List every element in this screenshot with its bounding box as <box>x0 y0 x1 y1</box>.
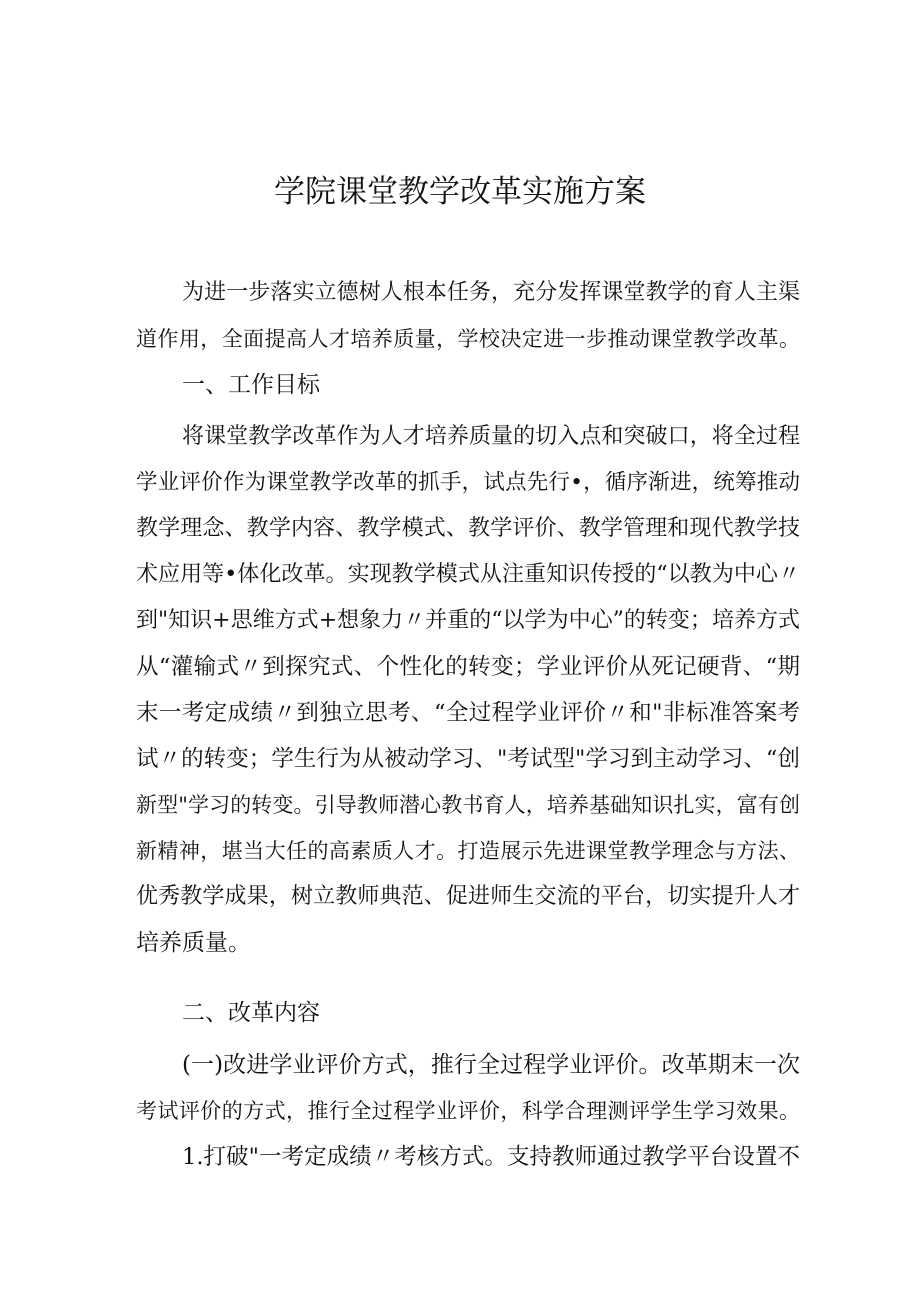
section-1-line: 优秀教学成果，树立教师典范、促进师生交流的平台，切实提升人才 <box>136 884 800 909</box>
section-1-line: 学业评价作为课堂教学改革的抓手，试点先行•，循序渐进，统筹推动 <box>136 470 800 495</box>
section-1-line: 新精神，堪当大任的高素质人才。打造展示先进课堂教学理念与方法、 <box>136 839 800 863</box>
section-1-line: 试〃的转变；学生行为从被动学习、"考试型"学习到主动学习、“创 <box>136 746 800 772</box>
section-2-heading: 二、改革内容 <box>182 1000 320 1026</box>
section-1-line: 将课堂教学改革作为人才培养质量的切入点和突破口，将全过程 <box>182 424 800 449</box>
document-title: 学院课堂教学改革实施方案 <box>274 174 646 210</box>
section-1-line: 到"知识+思维方式+想象力〃并重的“以学为中心”的转变；培养方式 <box>136 608 800 633</box>
intro-line: 道作用，全面提高人才培养质量，学校决定进一步推动课堂教学改革。 <box>136 327 800 351</box>
section-1-line: 从“灌输式〃到探究式、个性化的转变；学业评价从死记硬背、“期 <box>136 654 800 680</box>
section-1-line: 末一考定成绩〃到独立思考、“全过程学业评价〃和"非标准答案考 <box>136 700 800 726</box>
section-1-line: 术应用等•体化改革。实现教学模式从注重知识传授的“以教为中心〃 <box>136 562 800 587</box>
section-1-line: 新型"学习的转变。引导教师潜心教书育人，培养基础知识扎实，富有创 <box>136 793 800 817</box>
section-2-line: 考试评价的方式，推行全过程学业评价，科学合理测评学生学习效果。 <box>136 1099 800 1123</box>
section-2-line: (一)改进学业评价方式，推行全过程学业评价。改革期末一次 <box>182 1052 800 1078</box>
section-1-line: 教学理念、教学内容、教学模式、教学评价、教学管理和现代教学技 <box>136 516 800 541</box>
section-1-heading: 一、工作目标 <box>182 372 320 398</box>
section-2-line: 1.打破"一考定成绩〃考核方式。支持教师通过教学平台设置不 <box>182 1144 800 1170</box>
intro-line: 为进一步落实立德树人根本任务，充分发挥课堂教学的育人主渠 <box>182 280 800 305</box>
section-1-line: 培养质量。 <box>136 930 251 956</box>
